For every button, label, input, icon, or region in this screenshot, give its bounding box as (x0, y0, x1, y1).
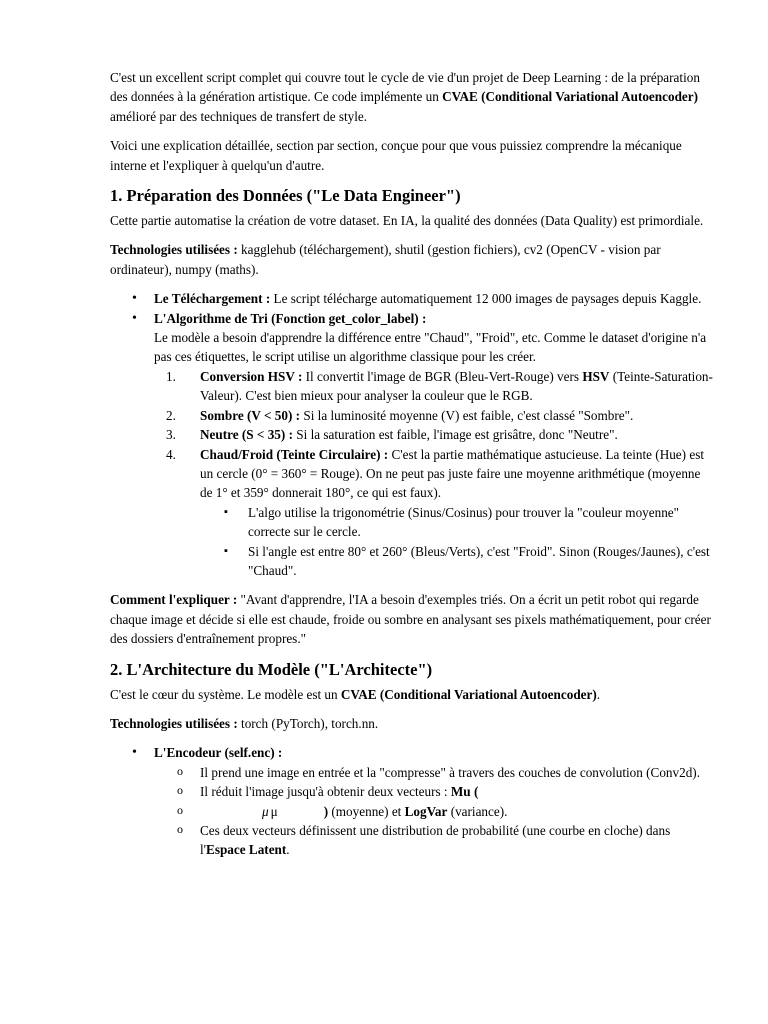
section-2-bullet-list (110, 743, 716, 859)
intro-paragraph-2: Voici une explication détaillée, section par section, conçue pour que vous puissiez comprendre la mécanique interne et l'expliquer à quelqu'un d'autre. (110, 138, 682, 173)
steps-list (154, 367, 716, 580)
sub-bullet-item: ▪ Si l'angle est entre 80° et 260° (Bleus/Verts), c'est "Froid". Sinon (Rouges/Jaunes), c'est "Chaud". (110, 542, 716, 581)
section-2-heading: 2. L'Architecture du Modèle ("L'Architecte") (110, 659, 433, 679)
sub-list-item: o Il prend une image en entrée et la "compresse" à travers des couches de convolution (Conv2d). (110, 763, 716, 782)
sub-list-item: o μ μ ) (moyenne) et LogVar (variance). (110, 802, 716, 821)
sub-bullet-item: ▪ L'algo utilise la trigonométrie (Sinus/Cosinus) pour trouver la "couleur moyenne" correcte sur le cercle. (110, 503, 716, 542)
list-item: • L'Encodeur (self.enc) : o Il prend une image en entrée et la "compresse" à travers des couches de convolution (Conv2d). o Il réduit l'image jusqu'à obtenir deux vecteurs : Mu ( o μ μ ) (moyenne) et LogVar (variance). o Ces deux vecteurs définissent une distribution de probabilité (une courbe en cloche) dans l'Espace Latent. (110, 743, 716, 859)
section-1-bullet-list (110, 289, 716, 580)
section-2-intro: C'est le cœur du système. Le modèle est un CVAE (Conditional Variational Autoencoder). (110, 686, 601, 702)
section-1-intro: Cette partie automatise la création de votre dataset. En IA, la qualité des données (Data Quality) est primordiale. (110, 213, 704, 229)
encoder-sub-list (154, 763, 716, 860)
list-item: • L'Algorithme de Tri (Fonction get_color_label) : Le modèle a besoin d'apprendre la différence entre "Chaud", "Froid", etc. Comme le dataset d'origine n'a pas ces étiquettes, le script utilise un algorithme classique pour les créer. 1. Conversion HSV : Il convertit l'image de BGR (Bleu-Vert-Rouge) vers HSV (Teinte-Saturation-Valeur). C'est bien mieux pour analyser la couleur que le RGB. 2. Sombre (V < 50) : Si la luminosité moyenne (V) est faible, c'est classé "Sombre". 3. Neutre (S < 35) : Si la saturation est faible, l'image est grisâtre, donc "Neutre". 4. Chaud/Froid (Teinte Circulaire) : C'est la partie mathématique astucieuse. La teinte (Hue) est un cercle (0° = 360° = Rouge). On ne peut pas juste faire une moyenne arithmétique (moyenne de 1° et 359° donnerait 180°, ce qui est faux). ▪ L'algo utilise la trigonométrie (Sinus/Cosinus) pour trouver la "couleur moyenne" correcte sur le cercle. ▪ Si l'angle est entre 80° et 260° (Bleus/Verts), c'est "Froid". Sinon (Rouges/Jaunes), c'est "Chaud". (110, 309, 716, 581)
sub-list-item: o Ces deux vecteurs définissent une distribution de probabilité (une courbe en cloche) dans l'Espace Latent. (110, 821, 716, 860)
section-2-technologies: Technologies utilisées : torch (PyTorch), torch.nn. (110, 715, 379, 731)
document-page (110, 68, 716, 870)
section-1-technologies: Technologies utilisées : kagglehub (téléchargement), shutil (gestion fichiers), cv2 (OpenCV - vision par ordinateur), numpy (maths). (110, 242, 661, 277)
step-item: 3. Neutre (S < 35) : Si la saturation est faible, l'image est grisâtre, donc "Neutre". (166, 427, 618, 443)
intro-paragraph: C'est un excellent script complet qui couvre tout le cycle de vie d'un projet de Deep Learning : de la préparation des données à la génération artistique. Ce code implémente un CVAE (Conditional Variational Autoencoder) amélioré par des techniques de transfert de style. (110, 70, 700, 124)
section-1-heading: 1. Préparation des Données ("Le Data Engineer") (110, 186, 461, 206)
list-item: • Le Téléchargement : Le script télécharge automatiquement 12 000 images de paysages depuis Kaggle. (110, 289, 716, 308)
step-item: 1. Conversion HSV : Il convertit l'image de BGR (Bleu-Vert-Rouge) vers HSV (Teinte-Saturation-Valeur). C'est bien mieux pour analyser la couleur que le RGB. (166, 368, 713, 404)
step-item: 2. Sombre (V < 50) : Si la luminosité moyenne (V) est faible, c'est classé "Sombre". (166, 407, 634, 423)
sub-list-item: o Il réduit l'image jusqu'à obtenir deux vecteurs : Mu ( (110, 782, 716, 801)
step-item: 4. Chaud/Froid (Teinte Circulaire) : C'est la partie mathématique astucieuse. La teinte (Hue) est un cercle (0° = 360° = Rouge). On ne peut pas juste faire une moyenne arithmétique (moyenne de 1° et 359° donnerait 180°, ce qui est faux). ▪ L'algo utilise la trigonométrie (Sinus/Cosinus) pour trouver la "couleur moyenne" correcte sur le cercle. ▪ Si l'angle est entre 80° et 260° (Bleus/Verts), c'est "Froid". Sinon (Rouges/Jaunes), c'est "Chaud". (110, 445, 716, 581)
section-1-explain: Comment l'expliquer : "Avant d'apprendre, l'IA a besoin d'exemples triés. On a écrit un petit robot qui regarde chaque image et décide si elle est chaude, froide ou sombre en analysant ses pixels mathématiquement, pour créer des dossiers d'entraînement propres." (110, 592, 711, 647)
sub-bullet-list (200, 503, 716, 581)
